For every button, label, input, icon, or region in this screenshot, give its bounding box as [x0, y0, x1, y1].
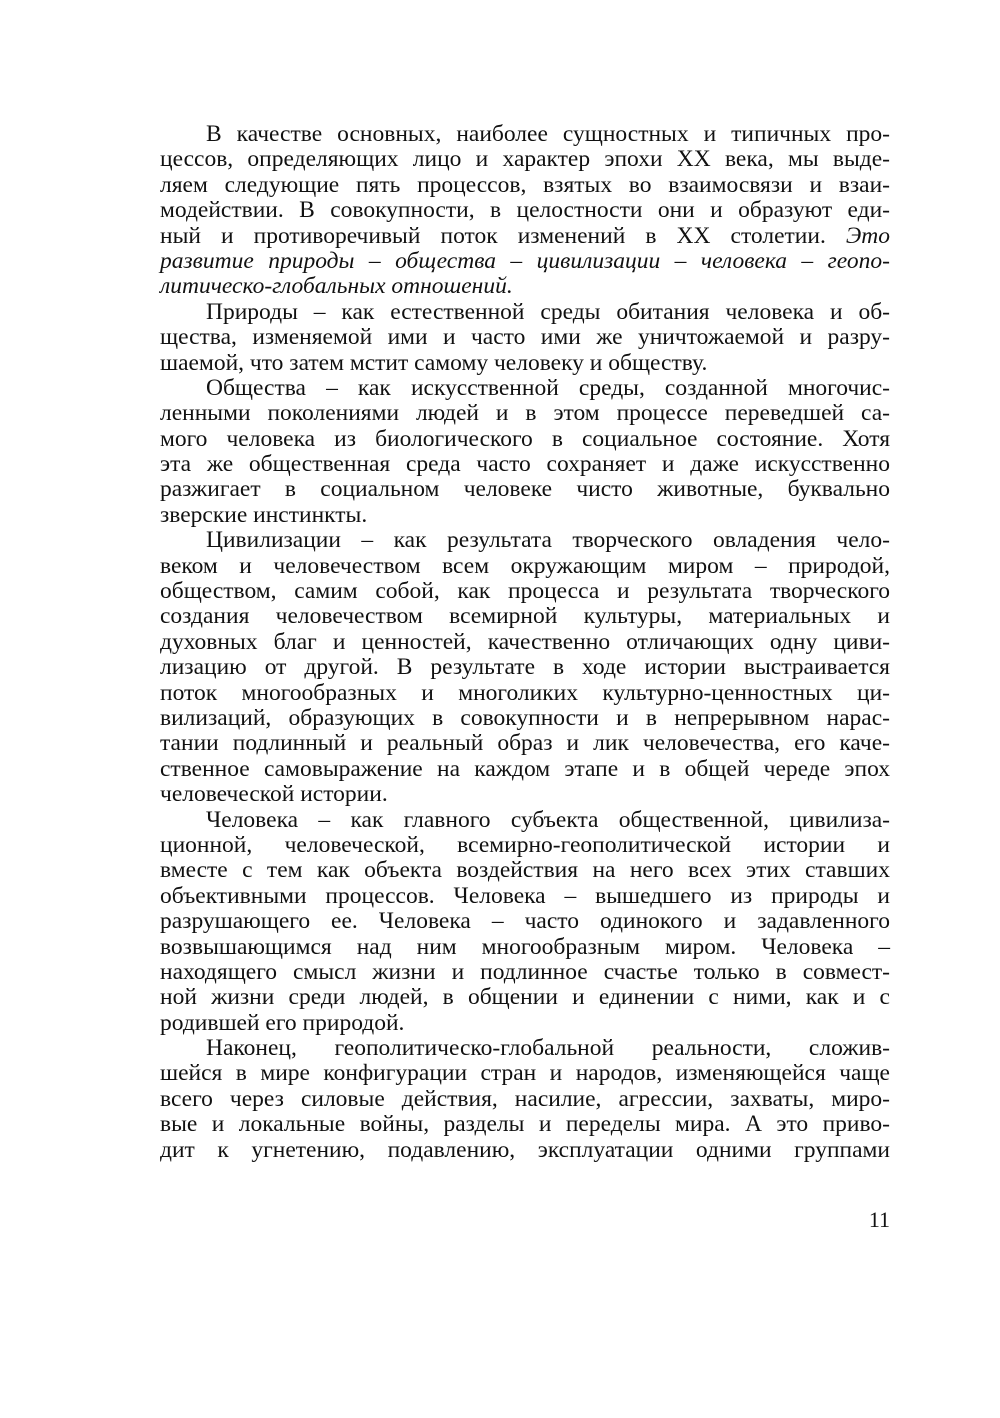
text-line-content: шейся в мире конфигурации стран и народов, изменяющейся чаще	[160, 1060, 890, 1087]
text-line	[160, 147, 890, 172]
text-line	[160, 224, 890, 249]
text-line-content: Наконец, геополитическо-глобальной реальности, сложив-	[206, 1035, 890, 1062]
text-line-content: всего через силовые действия, насилие, агрессии, захваты, миро-	[160, 1085, 890, 1112]
text-line	[160, 833, 890, 858]
page-number: 11	[868, 1207, 890, 1232]
text-line	[160, 630, 890, 655]
text-line-content: поток многообразных и многоликих культурно-ценностных ци-	[160, 679, 890, 706]
text-line-content: возвышающимся над ним многообразным миром. Человека –	[160, 933, 890, 960]
text-line	[160, 655, 890, 680]
text-line-content: вые и локальные войны, разделы и переделы мира. А это приво-	[160, 1111, 890, 1138]
text-line	[160, 300, 890, 325]
text-line-content: разрушающего ее. Человека – часто одинокого и задавленного	[160, 908, 890, 935]
text-line	[160, 604, 890, 629]
text-line-content: цессов, определяющих лицо и характер эпохи XX века, мы выде-	[160, 146, 890, 173]
text-line-content: литическо-глобальных отношений.	[160, 273, 513, 300]
text-line-content: объективными процессов. Человека – вышедшего из природы и	[160, 882, 890, 909]
text-line-content: вместе с тем как объекта воздействия на него всех этих ставших	[160, 857, 890, 884]
text-line	[160, 325, 890, 350]
text-line-content: ный и противоречивый поток изменений в XX столетии.	[160, 222, 826, 249]
text-line	[160, 351, 890, 376]
text-line	[160, 503, 890, 528]
text-line	[160, 782, 890, 807]
text-line	[160, 935, 890, 960]
text-line	[160, 1011, 890, 1036]
text-line-content: обществом, самим собой, как процесса и результата творческого	[160, 578, 890, 605]
text-line-content: лизацию от другой. В результате в ходе истории выстраивается	[160, 654, 890, 681]
text-line	[160, 173, 890, 198]
text-line-content: мого человека из биологического в социальное состояние. Хотя	[160, 425, 890, 452]
text-line	[160, 249, 890, 274]
text-line	[160, 909, 890, 934]
text-line	[160, 731, 890, 756]
text-line-content: духовных благ и ценностей, качественно отличающих одну циви-	[160, 628, 890, 655]
text-line	[160, 1087, 890, 1112]
text-line-content: ляем следующие пять процессов, взятых во взаимосвязи и взаи-	[160, 171, 890, 198]
text-line-content: дит к угнетению, подавлению, эксплуатации одними группами	[160, 1136, 890, 1163]
text-line-content: создания человечеством всемирной культуры, материальных и	[160, 603, 890, 630]
text-line-content: Общества – как искусственной среды, созданной многочис-	[206, 374, 890, 401]
body-text	[160, 122, 890, 1163]
text-line	[160, 1138, 890, 1163]
text-line	[160, 122, 890, 147]
text-line-content: тании подлинный и реальный образ и лик человечества, его каче-	[160, 730, 890, 757]
text-line	[160, 858, 890, 883]
text-line	[160, 427, 890, 452]
text-line-content: модействии. В совокупности, в целостности они и образуют еди-	[160, 197, 890, 224]
text-line	[160, 376, 890, 401]
text-line-content: развитие природы – общества – цивилизации – человека – геопо-	[160, 247, 890, 274]
text-line-content: В качестве основных, наиболее сущностных и типичных про-	[206, 121, 890, 147]
text-line	[160, 401, 890, 426]
text-line	[160, 1036, 890, 1061]
text-line-content: родившей его природой.	[160, 1009, 405, 1036]
text-line	[160, 706, 890, 731]
text-line-content: ционной, человеческой, всемирно-геополитической истории и	[160, 831, 890, 858]
text-line	[160, 681, 890, 706]
text-line-content: вилизаций, образующих в совокупности и в непрерывном нарас-	[160, 704, 890, 731]
text-line	[160, 452, 890, 477]
text-line-content: Цивилизации – как результата творческого овладения чело-	[206, 527, 890, 554]
text-line-content: зверские инстинкты.	[160, 501, 368, 528]
text-line-content: Природы – как естественной среды обитания человека и об-	[206, 298, 890, 325]
text-line-content: разжигает в социальном человеке чисто животные, буквально	[160, 476, 890, 503]
text-line-content: ленными поколениями людей и в этом процессе переведшей са-	[160, 400, 890, 427]
text-line	[160, 528, 890, 553]
text-line	[160, 198, 890, 223]
text-line	[160, 554, 890, 579]
text-line-content: ной жизни среди людей, в общении и единении с ними, как и с	[160, 984, 890, 1011]
text-line-content: веком и человечеством всем окружающим миром – природой,	[160, 552, 890, 579]
text-line	[160, 579, 890, 604]
text-line	[160, 757, 890, 782]
text-line	[160, 884, 890, 909]
text-line-content: ственное самовыражение на каждом этапе и в общей череде эпох	[160, 755, 890, 782]
text-line	[160, 960, 890, 985]
text-line	[160, 1112, 890, 1137]
text-line-content: человеческой истории.	[160, 781, 388, 808]
text-line	[160, 274, 890, 299]
text-line	[160, 808, 890, 833]
text-line-content: находящего смысл жизни и подлинное счастье только в совмест-	[160, 958, 890, 985]
text-line-content: щества, изменяемой ими и часто ими же уничтожаемой и разру-	[160, 324, 890, 351]
text-line-content: эта же общественная среда часто сохраняет и даже искусственно	[160, 451, 890, 478]
text-line-content: Человека – как главного субъекта общественной, цивилиза-	[206, 806, 890, 833]
text-line	[160, 1061, 890, 1086]
text-line	[160, 477, 890, 502]
text-line	[160, 985, 890, 1010]
text-line-content: шаемой, что затем мстит самому человеку и обществу.	[160, 349, 708, 376]
text-line-italic-tail: Это	[845, 222, 891, 249]
